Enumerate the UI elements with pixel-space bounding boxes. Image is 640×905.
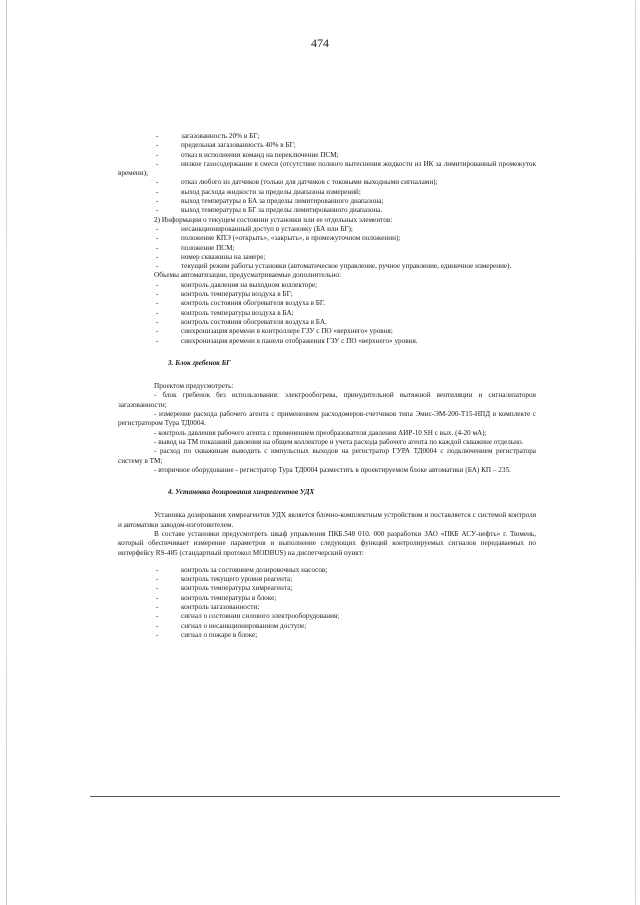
list-item: - несанкционированный доступ в установку (БА или БГ); xyxy=(156,224,353,233)
scan-edge-left xyxy=(6,0,7,905)
list-item: - отказ в исполнении команд на переключение ПСМ; xyxy=(156,150,339,159)
list-item: - выход расхода жидкости за пределы диапазона измерений; xyxy=(156,187,361,196)
document-body xyxy=(118,132,536,640)
list-item: - текущий режим работы установки (автоматическое управление, ручное управление, единичное измерение). xyxy=(156,262,512,271)
list-item: - выход температуры в БГ за пределы лимитированного диапазона. xyxy=(156,206,383,215)
section-3-item: - вторичное оборудование - регистратор Тура ТД0004 разместить в проектируемом блоке автоматики (БА) КП – 235. xyxy=(154,465,511,474)
list-item: - контроль загазованности; xyxy=(156,603,260,612)
list-item: - контроль температуры химреагента; xyxy=(156,584,293,593)
footer-rule xyxy=(90,796,560,797)
list-item: - сигнал о несанкционированном доступе; xyxy=(156,621,307,630)
section-4-paragraph: В составе установки предусмотреть шкаф управления ПКБ.548 010. 000 разработки ЗАО «ПКБ АСУ-нефть» г. Тюмень, который обеспечивает измерение параметров и выполнение следующих функций контролируемых сигналов передаваемых по интерфейсу RS-485 (стандартный протокол MODBUS) на диспетчерский пункт: xyxy=(118,529,536,557)
list-item: - сигнал о пожаре в блоке; xyxy=(156,630,258,639)
page-number: 474 xyxy=(311,36,329,50)
scan-edge-right xyxy=(635,0,636,905)
list-item: - контроль температуры в блоке; xyxy=(156,593,277,602)
list-item: - положение ПСМ; xyxy=(156,243,235,252)
list-item: - контроль температуры воздуха в БА; xyxy=(156,308,294,317)
section-3-item: - измерение расхода рабочего агента с применением расходомеров-счетчиков типа Эмис-ЭМ-200-Т15-НПД в комплекте с регистратором Тура ТД0004. xyxy=(118,410,536,428)
list-item: - выход температуры в БА за пределы лимитированного диапазона; xyxy=(156,197,384,206)
automation-heading: Объемы автоматизации, предусматриваемые дополнительно: xyxy=(154,271,342,280)
section-3-item: - вывод на ТМ показаний давления на общем коллекторе и учета расхода рабочего агента по каждой скважине отдельно. xyxy=(154,437,524,446)
section-3-item: - расход по скважинам выводить с импульсных выходов на регистратор ГУРА ТД0004 с подключением регистратора систему в ТМ; xyxy=(118,447,536,465)
list-item: - отказ любого из датчиков (только для датчиков с токовыми выходными сигналами); xyxy=(156,178,438,187)
list-item: - синхронизация времени в панели отображения ГЗУ с ПО «верхнего» уровня. xyxy=(156,336,418,345)
section-4-title: 4. Установка дозирования химреагентов УДХ xyxy=(168,488,315,497)
section-3-intro: Проектом предусмотреть: xyxy=(154,382,234,391)
section-3-item: - блок гребенок без использования: электрообогрева, принудительной вытяжной вентиляции и сигнализаторов загазованности; xyxy=(118,391,536,409)
list-item: - синхронизация времени в контроллере ГЗУ с ПО «верхнего» уровня; xyxy=(156,327,393,336)
list-item: - сигнал о состоянии силового электрооборудования; xyxy=(156,612,340,621)
list-item: - загазованность 20% в БГ; xyxy=(156,132,260,140)
list-item: - контроль температуры воздуха в БГ; xyxy=(156,290,293,299)
udh-signal-list xyxy=(118,566,536,640)
list-item: - контроль за состоянием дозировочных насосов; xyxy=(156,565,328,574)
section-4-paragraph: Установка дозирования химреагентов УДХ является блочно-комплектным устройством и поставляется с системой контроля и автоматики заводом-изготовителем. xyxy=(118,511,536,529)
list-item: - контроль состояния обогревателя воздуха в БГ. xyxy=(156,299,326,308)
section-3-item: - контроль давления рабочего агента с применением преобразователя давления АИР-10 SH с вых. (4-20 мА); xyxy=(154,428,487,437)
list-item: - контроль состояния обогревателя воздуха в БА. xyxy=(156,317,327,326)
status-list xyxy=(118,225,536,271)
automation-list xyxy=(118,281,536,346)
info-heading: 2) Информация о текущем состоянии установки или ее отдельных элементов: xyxy=(154,215,393,224)
alarm-list xyxy=(118,132,536,216)
list-item: - контроль давления на выходном коллекторе; xyxy=(156,280,318,289)
section-3-title: 3. Блок гребенок БГ xyxy=(168,358,231,367)
list-item: - положение КПЭ («открыть», «закрыть», в промежуточном положении); xyxy=(156,234,401,243)
list-item: - предельная загазованность 40% в БГ; xyxy=(156,141,296,150)
list-item: - контроль текущего уровня реагента; xyxy=(156,575,293,584)
list-item: - номер скважины на замере; xyxy=(156,252,266,261)
list-item: - низкое газосодержание в смеси (отсутствие полного вытеснения жидкости из ИК за лимитированный промежуток времени); xyxy=(118,159,536,178)
